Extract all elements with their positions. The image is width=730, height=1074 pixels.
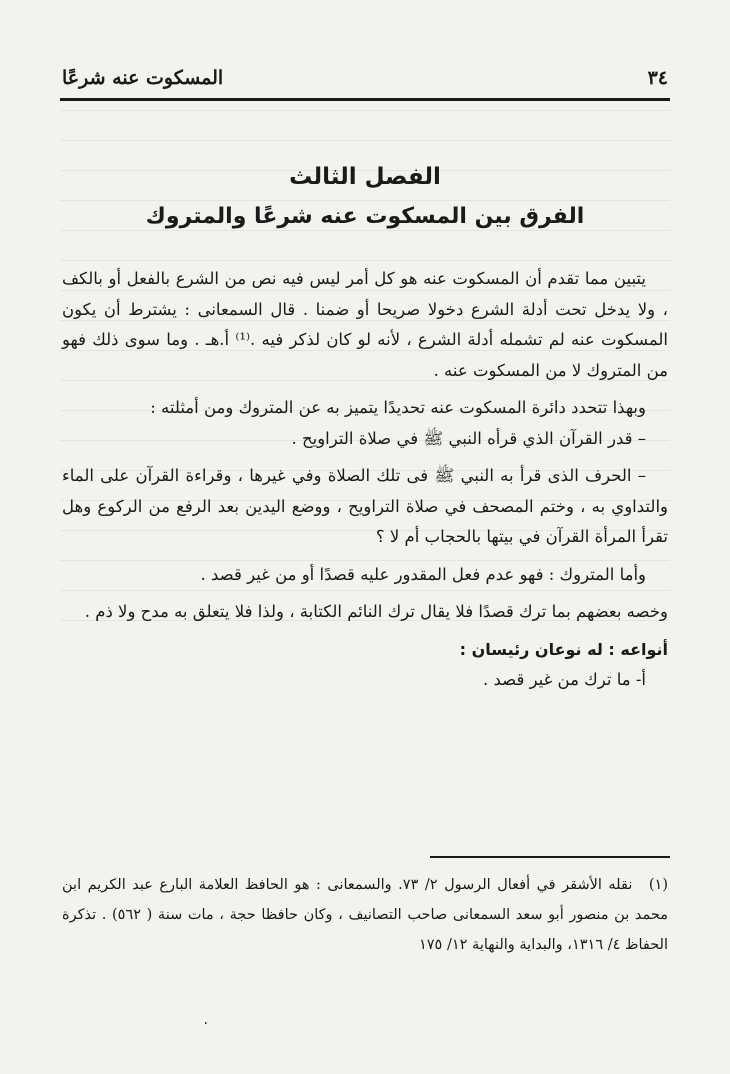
running-title: المسكوت عنه شرعًا [62,67,224,89]
footnote [62,870,668,960]
bottom-mark: ٠ [202,1015,210,1031]
footnote-rule [430,856,670,858]
paragraph: يتبين مما تقدم أن المسكوت عنه هو كل أمر ليس فيه نص من الشرع بالفعل أو بالكف ، ولا يدخل تحت أدلة الشرع دخولا صريحا أو ضمنا . قال السمعانى : يشترط أن يكون المسكوت عنه لم تشمله أدلة الشرع ، لأنه لو كان لذكر فيه .⁽¹⁾ أ.هـ . وما سوى ذلك فهو من المتروك لا من المسكوت عنه . [62,269,668,380]
footnote-text: نقله الأشقر في أفعال الرسول ٢/ ٧٣. والسمعانى : هو الحافظ العلامة البارع عبد الكريم ابن محمد بن منصور أبو سعد السمعانى صاحب التصانيف ، وكان حافظا حجة ، مات سنة ( ٥٦٢) . تذكرة الحفاظ ٤/ ١٣١٦، والبداية والنهاية ١٢/ ١٧٥ [62,877,668,953]
body-text [62,264,668,696]
header-rule [60,98,670,101]
footnote-number: (١) [648,877,669,893]
paragraph: وبهذا تتحدد دائرة المسكوت عنه تحديدًا يتميز به عن المتروك ومن أمثلته : [150,398,646,417]
list-item: – الحرف الذى قرأ به النبي ﷺ فى تلك الصلاة وفي غيرها ، وقراءة القرآن على الماء والتداوي به ، وختم المصحف في صلاة التراويح ، ووضع اليدين بعد الرفع من الركوع وهل تقرأ المرأة القرآن في بيتها بالحجاب أم لا ؟ [62,466,668,546]
page-number: ٣٤ [647,67,668,89]
chapter-label: الفصل الثالث [289,164,441,190]
list-item: أ- ما ترك من غير قصد . [482,670,646,689]
paragraph: وخصه بعضهم بما ترك قصدًا فلا يقال ترك النائم الكتابة ، ولذا فلا يتعلق به مدح ولا ذم . [84,602,668,621]
paragraph: وأما المتروك : فهو عدم فعل المقدور عليه قصدًا أو من غير قصد . [200,564,646,584]
page-header [62,60,668,96]
list-item: – قدر القرآن الذي قرأه النبي ﷺ في صلاة التراويح . [291,428,646,448]
section-heading: أنواعه : له نوعان رئيسان : [459,639,668,659]
chapter-title: الفرق بين المسكوت عنه شرعًا والمتروك [145,204,585,229]
